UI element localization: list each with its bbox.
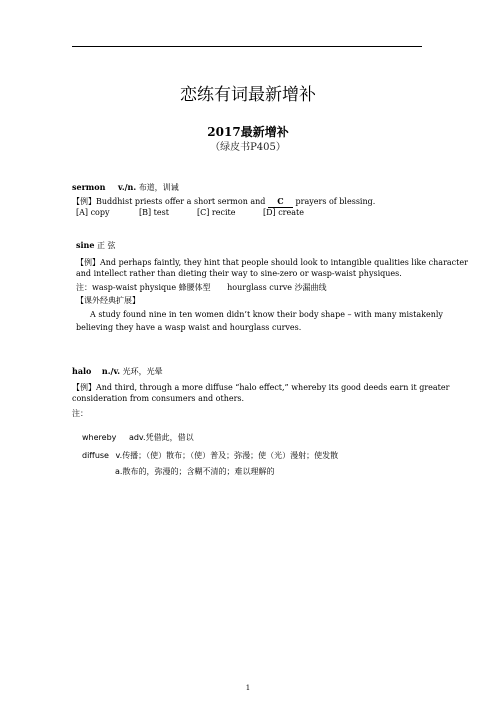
entry-sermon-heading [72, 182, 179, 193]
entry-meaning: 光环，光晕 [122, 367, 163, 376]
option-a: [A] copy [76, 208, 110, 217]
entry-halo-example-line1: 【例】And third, through a more diffuse “halo effect,” whereby its good deeds earn it greater [72, 383, 450, 392]
option-b: [B] test [139, 208, 169, 217]
entry-word: sine [76, 240, 95, 250]
note-meaning-2: 沙漏曲线 [294, 283, 327, 292]
diffuse-definition [82, 450, 338, 461]
entry-word: sermon [72, 182, 106, 192]
entry-pos: v./n. [117, 182, 137, 192]
vocab-word: diffuse [82, 451, 109, 460]
option-c: [C] recite [197, 208, 236, 217]
entry-sine-note [76, 282, 327, 293]
source-reference: （绿皮书P405） [210, 142, 286, 153]
extension-label: 【课外经典扩展】 [76, 296, 140, 305]
entry-halo-example-line2: consideration from consumers and others. [72, 394, 245, 403]
extension-line2: believing they have a wasp waist and hourglass curves. [76, 323, 302, 332]
halo-note-label: 注： [72, 409, 88, 418]
note-meaning-1: 蜂腰体型 [178, 283, 211, 292]
entry-word: halo [72, 366, 92, 376]
entry-sermon-options [76, 207, 304, 218]
note-prefix: 注：wasp-waist physique [76, 283, 177, 292]
entry-sine-example-line1: 【例】And perhaps faintly, they hint that people should look to intangible qualities like character [76, 258, 468, 267]
answer-blank: C [268, 196, 293, 208]
vocab-definition: adv.凭借此，借以 [128, 433, 194, 442]
vocab-word: whereby [82, 433, 117, 442]
document-title: 恋练有词最新增补 [180, 85, 316, 105]
diffuse-adjective-definition: a.散布的，弥漫的；含糊不清的；难以理解的 [115, 467, 275, 476]
entry-meaning: 正 弦 [97, 241, 116, 250]
whereby-definition [82, 432, 194, 443]
example-text-before: 【例】Buddhist priests offer a short sermon and [72, 197, 266, 206]
section-subtitle: 2017最新增补 [207, 125, 289, 139]
option-d: [D] create [263, 208, 304, 217]
page-number: 1 [245, 684, 251, 692]
note-term-2: hourglass curve [227, 283, 293, 292]
header-rule [72, 46, 422, 47]
example-text-after: prayers of blessing. [295, 197, 376, 206]
entry-meaning: 布道，训诫 [138, 183, 179, 192]
vocab-definition: v.传播；（使）散布；（使）普及；弥漫；使（光）漫射；使发散 [115, 451, 339, 460]
entry-halo-heading [72, 366, 163, 377]
extension-line1: A study found nine in ten women didn’t know their body shape – with many mistakenly [90, 310, 443, 319]
entry-pos: n./v. [101, 366, 121, 376]
entry-sine-example-line2: and intellect rather than dieting their way to sine-zero or wasp-waist physiques. [76, 269, 402, 278]
entry-sine-heading [76, 240, 116, 251]
